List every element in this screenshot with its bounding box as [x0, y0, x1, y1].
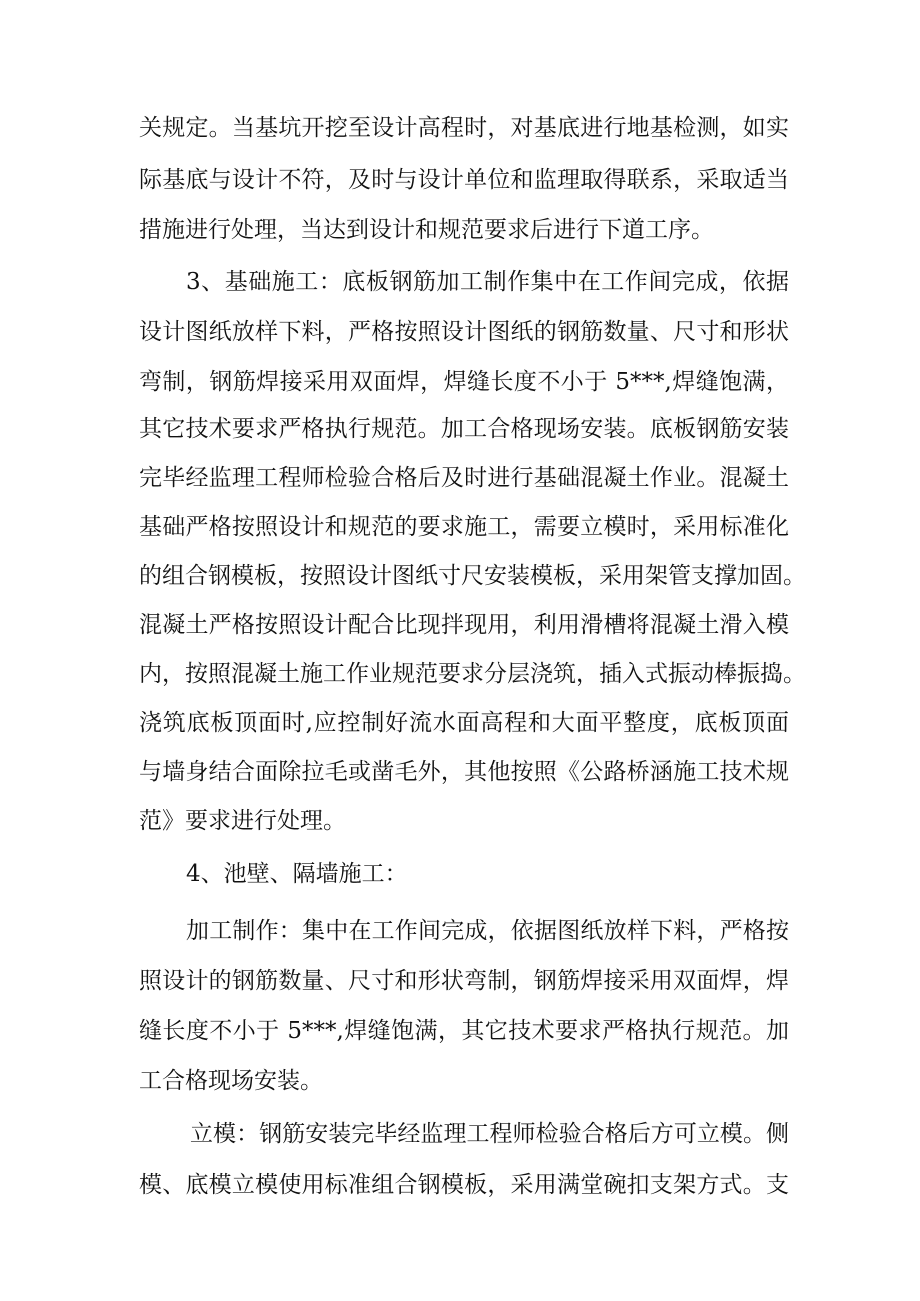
text-line: 范》要求进行处理。	[139, 808, 346, 834]
text-line: 完毕经监理工程师检验合格后及时进行基础混凝土作业。混凝土	[139, 465, 789, 491]
text-line: 与墙身结合面除拉毛或凿毛外，其他按照《公路桥涵施工技术规	[139, 759, 789, 785]
text-line: 工合格现场安装。	[139, 1068, 323, 1094]
text-line: 3、基础施工：底板钢筋加工制作集中在工作间完成，依据	[186, 269, 789, 295]
text-line: 浇筑底板顶面时,应控制好流水面高程和大面平整度，底板顶面	[139, 710, 789, 736]
text-line: 混凝土严格按照设计配合比现拌现用，利用滑槽将混凝土滑入模	[139, 612, 789, 638]
text-line: 措施进行处理，当达到设计和规范要求后进行下道工序。	[139, 217, 714, 243]
text-line: 内，按照混凝土施工作业规范要求分层浇筑，插入式振动棒振捣。	[139, 661, 806, 687]
text-line: 基础严格按照设计和规范的要求施工，需要立模时，采用标准化	[139, 514, 789, 540]
text-line: 加工制作：集中在工作间完成，依据图纸放样下料，严格按	[186, 918, 789, 944]
text-line: 弯制，钢筋焊接采用双面焊，焊缝长度不小于 5***,焊缝饱满，	[139, 369, 789, 395]
section-heading: 4、池壁、隔墙施工：	[186, 861, 408, 887]
text-line: 立模：钢筋安装完毕经监理工程师检验合格后方可立模。侧	[190, 1121, 789, 1147]
text-line: 设计图纸放样下料，严格按照设计图纸的钢筋数量、尺寸和形状	[139, 319, 789, 345]
text-line: 模、底模立模使用标准组合钢模板，采用满堂碗扣支架方式。支	[139, 1172, 789, 1198]
text-line: 其它技术要求严格执行规范。加工合格现场安装。底板钢筋安装	[139, 416, 789, 442]
text-line: 际基底与设计不符，及时与设计单位和监理取得联系，采取适当	[139, 167, 789, 193]
text-line: 照设计的钢筋数量、尺寸和形状弯制，钢筋焊接采用双面焊，焊	[139, 968, 789, 994]
text-line: 的组合钢模板，按照设计图纸寸尺安装模板，采用架管支撑加固。	[139, 563, 806, 589]
text-line: 缝长度不小于 5***,焊缝饱满，其它技术要求严格执行规范。加	[139, 1018, 789, 1044]
text-line: 关规定。当基坑开挖至设计高程时，对基底进行地基检测，如实	[139, 115, 789, 141]
